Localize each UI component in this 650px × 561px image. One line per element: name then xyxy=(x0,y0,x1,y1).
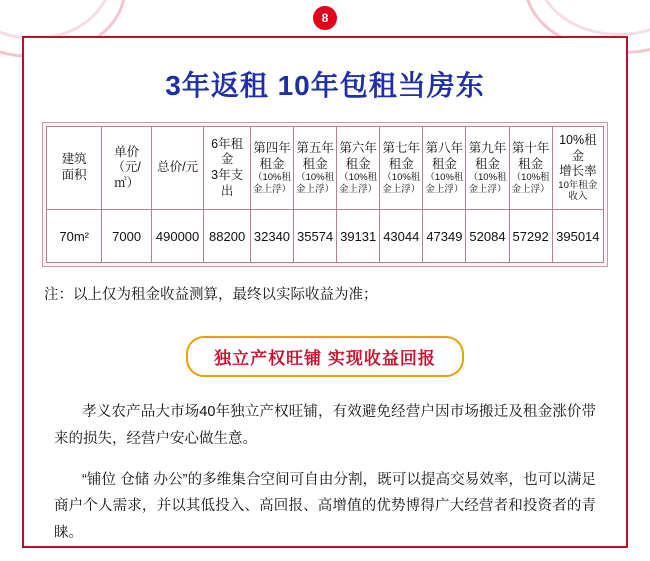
table-header-cell xyxy=(250,127,293,210)
table-cell: 7000 xyxy=(102,210,152,263)
page-number-badge: 8 xyxy=(313,6,337,30)
table-header-cell xyxy=(466,127,509,210)
table-cell: 395014 xyxy=(552,210,603,263)
header-line1: 单价 xyxy=(114,144,140,159)
table-note: 注：以上仅为租金收益测算，最终以实际收益为准； xyxy=(44,287,378,303)
table-cell: 88200 xyxy=(204,210,251,263)
table-cell: 43044 xyxy=(380,210,423,263)
header-line2: 租金 xyxy=(388,156,414,171)
table-cell: 32340 xyxy=(250,210,293,263)
header-line2: 3年支出 xyxy=(211,168,244,198)
table-header-cell xyxy=(337,127,380,210)
header-note: （10%租金上浮） xyxy=(468,172,507,195)
header-line2: 增长率 xyxy=(559,164,597,179)
header-note: （10%租金上浮） xyxy=(425,172,464,195)
header-line2: 租金 xyxy=(518,156,544,171)
header-note: （10%租金上浮） xyxy=(339,172,378,195)
table-header-cell xyxy=(423,127,466,210)
table-header-cell xyxy=(47,127,102,210)
table-header-cell xyxy=(102,127,152,210)
table-cell: 52084 xyxy=(466,210,509,263)
header-line1: 第六年 xyxy=(339,140,377,155)
header-note: 10年租金收入 xyxy=(558,180,598,203)
table-header-cell xyxy=(204,127,251,210)
header-line1: 第五年 xyxy=(296,140,334,155)
header-line2: 租金 xyxy=(302,156,328,171)
header-line2: 租金 xyxy=(345,156,371,171)
table-header-cell xyxy=(151,127,203,210)
header-line1: 10%租金 xyxy=(559,133,597,163)
header-line1: 总价/元 xyxy=(157,160,199,175)
table-cell: 39131 xyxy=(337,210,380,263)
table-cell: 47349 xyxy=(423,210,466,263)
table-cell: 490000 xyxy=(151,210,203,263)
table-header-cell xyxy=(552,127,603,210)
page-title: 3年返租 10年包租当房东 xyxy=(165,70,485,101)
header-line2: （元/㎡） xyxy=(112,160,141,190)
table-header-cell xyxy=(509,127,552,210)
header-line1: 第九年 xyxy=(468,140,507,155)
content-frame xyxy=(22,36,628,548)
table-header-cell xyxy=(294,127,337,210)
header-note: （10%租金上浮） xyxy=(382,172,421,195)
header-line1: 第八年 xyxy=(425,140,464,155)
header-line1: 6年租金 xyxy=(211,136,244,167)
body-paragraph-2 xyxy=(54,467,596,547)
header-line1: 第十年 xyxy=(511,140,550,155)
header-note: （10%租金上浮） xyxy=(252,172,291,195)
paragraph-text: “铺位 仓储 办公”的多维集合空间可自由分割，既可以提高交易效率，也可以满足商户个人需求，并以其低投入、高回报、高增值的优势博得广大经营者和投资者的青睐。 xyxy=(54,471,596,542)
header-line1: 第四年 xyxy=(253,140,291,155)
rent-table xyxy=(46,126,604,263)
header-line1: 第七年 xyxy=(382,140,421,155)
header-note: （10%租金上浮） xyxy=(511,172,550,195)
banner-row xyxy=(24,336,626,377)
table-row xyxy=(47,210,604,263)
table-cell: 57292 xyxy=(509,210,552,263)
table-header-cell xyxy=(380,127,423,210)
table-cell: 35574 xyxy=(294,210,337,263)
highlight-banner: 独立产权旺铺 实现收益回报 xyxy=(186,336,464,377)
header-line2: 租金 xyxy=(259,156,285,171)
table-cell: 70m² xyxy=(47,210,102,263)
header-line2: 租金 xyxy=(475,156,501,171)
rent-table-container xyxy=(42,122,608,267)
header-line2: 租金 xyxy=(431,156,457,171)
table-header-row xyxy=(47,127,604,210)
body-paragraph-1 xyxy=(54,399,596,453)
header-note: （10%租金上浮） xyxy=(296,172,335,195)
header-line1: 建筑 xyxy=(61,152,87,167)
header-line2: 面积 xyxy=(61,168,87,182)
paragraph-text: 孝义农产品大市场40年独立产权旺铺，有效避免经营户因市场搬迁及租金涨价带来的损失，经营户安心做生意。 xyxy=(54,404,596,447)
